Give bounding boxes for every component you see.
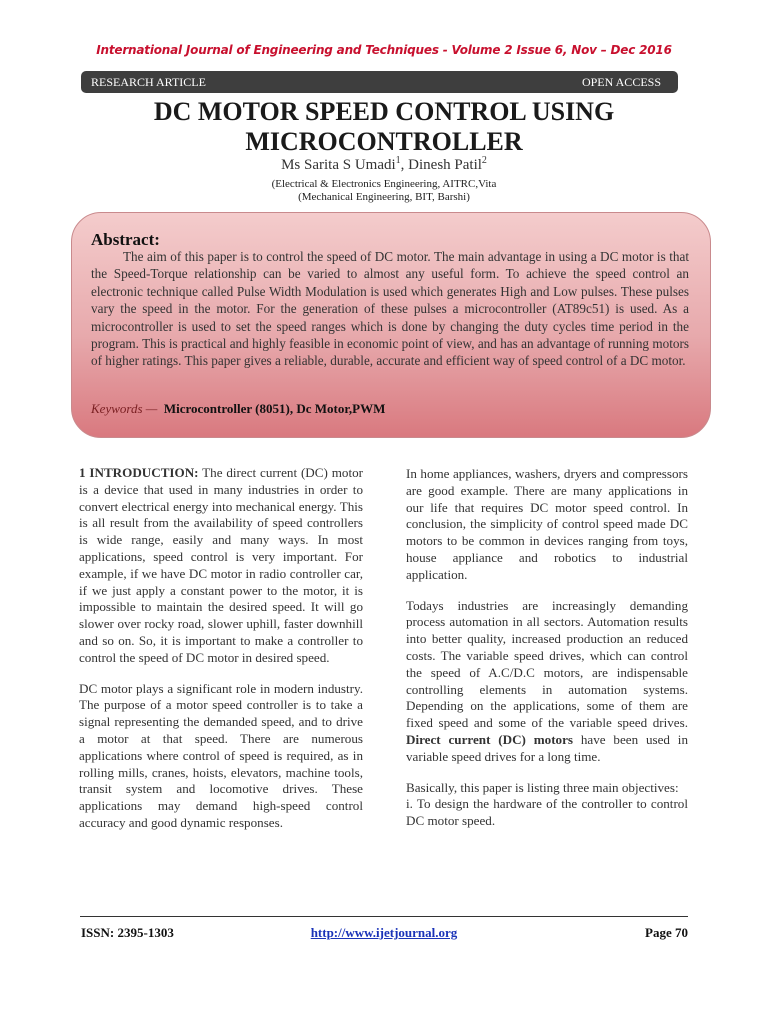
footer-page-number: Page 70 <box>645 925 688 940</box>
footer-journal-link[interactable]: http://www.ijetjournal.org <box>310 925 458 940</box>
article-type-label: RESEARCH ARTICLE <box>91 75 206 89</box>
footer-rule <box>80 916 688 917</box>
affiliation-1: (Electrical & Electronics Engineering, AITRC,Vita <box>271 178 497 190</box>
author-name-2: Dinesh Patil <box>408 157 482 173</box>
paper-title-line2: MICROCONTROLLER <box>245 127 523 156</box>
keywords-label: Keywords — <box>91 401 158 416</box>
right-p2-start: Todays industries are increasingly demanding process automation in all sectors. Automation results into better quality, increased production an reduced costs. The variable speed drives, which can control the speed of A.C/D.C motors, are indispensable controlling elements in automation systems. Depending on the applications, some of them are fixed speed and some of the variable speed drives. <box>406 597 688 731</box>
journal-header: International Journal of Engineering and Techniques - Volume 2 Issue 6, Nov – Dec 2016 <box>96 43 672 57</box>
right-paragraph-1: In home appliances, washers, dryers and compressors are good example. There are many applications in our life that requires DC motor speed control. In conclusion, the simplicity of control speed made DC motors to be common in devices ranging from toys, house appliance and robotics to industrial application. <box>406 466 688 582</box>
right-p2-bold: Direct current (DC) motors <box>406 731 574 747</box>
left-paragraph-2: DC motor plays a significant role in modern industry. The purpose of a motor speed controller is to take a signal representing the demanded speed, and to drive a motor at that speed. There are numerous applications where control of speed is required, as in rolling mills, cranes, hoists, elevators, machine tools, transit system and locomotive drives. These applications may demand high-speed control accuracy and good dynamic responses. <box>79 680 363 830</box>
paper-title <box>0 97 768 157</box>
right-paragraph-3 <box>406 780 688 830</box>
abstract-text: The aim of this paper is to control the speed of DC motor. The main advantage in using a DC motor is that the Speed-Torque relationship can be varied to almost any useful form. To achieve the speed control an electronic technique called Pulse Width Modulation is used which generates High and Low pulses. These pulses vary the speed in the motor. For the generation of these pulses a microcontroller (AT89c51) is used. As a microcontroller is used to set the speed ranges which is done by changing the duty cycles time period in the program. This is practical and highly feasible in economic point of view, and has an advantage of running motors of higher ratings. This paper gives a reliable, durable, accurate and efficient way of speed control of a DC motor. <box>91 249 689 369</box>
objective-1: i. To design the hardware of the controller to control DC motor speed. <box>406 796 688 829</box>
right-paragraph-2 <box>406 598 688 766</box>
intro-heading: 1 INTRODUCTION: <box>79 465 199 480</box>
article-banner <box>81 71 678 93</box>
right-p2-end: have been used in variable speed drives for a long time. <box>406 731 688 764</box>
keywords-line <box>91 401 385 417</box>
intro-text: The direct current (DC) motor is a device that used in many industries in order to convert electrical energy into mechanical energy. This is all result from the availability of speed controllers is wide range, easily and many ways. In most applications, speed control is very important. For example, if we have DC motor in radio controller car, if we just apply a constant power to the motor, it is impossible to maintain the desired speed. It will go slower over rocky road, slower uphill, faster downhill and so on. So, it is important to make a controller to control the speed of DC motor in desired speed. <box>79 465 363 665</box>
author-sup-2: 2 <box>481 155 487 166</box>
abstract-heading: Abstract: <box>91 230 160 249</box>
right-column <box>406 466 688 844</box>
left-column <box>79 465 363 846</box>
author-name-1: Ms Sarita S Umadi <box>281 157 396 173</box>
open-access-label: OPEN ACCESS <box>581 75 661 89</box>
affiliation-2: (Mechanical Engineering, BIT, Barshi) <box>298 191 470 203</box>
author-line <box>0 155 768 174</box>
objectives-intro: Basically, this paper is listing three main objectives: <box>406 779 679 795</box>
footer-issn: ISSN: 2395-1303 <box>81 925 174 940</box>
author-separator: , <box>400 157 409 173</box>
keywords-value: Microcontroller (8051), Dc Motor,PWM <box>163 401 386 416</box>
intro-paragraph <box>79 465 363 667</box>
paper-title-line1: DC MOTOR SPEED CONTROL USING <box>153 97 615 126</box>
author-sup-1: 1 <box>395 155 401 166</box>
